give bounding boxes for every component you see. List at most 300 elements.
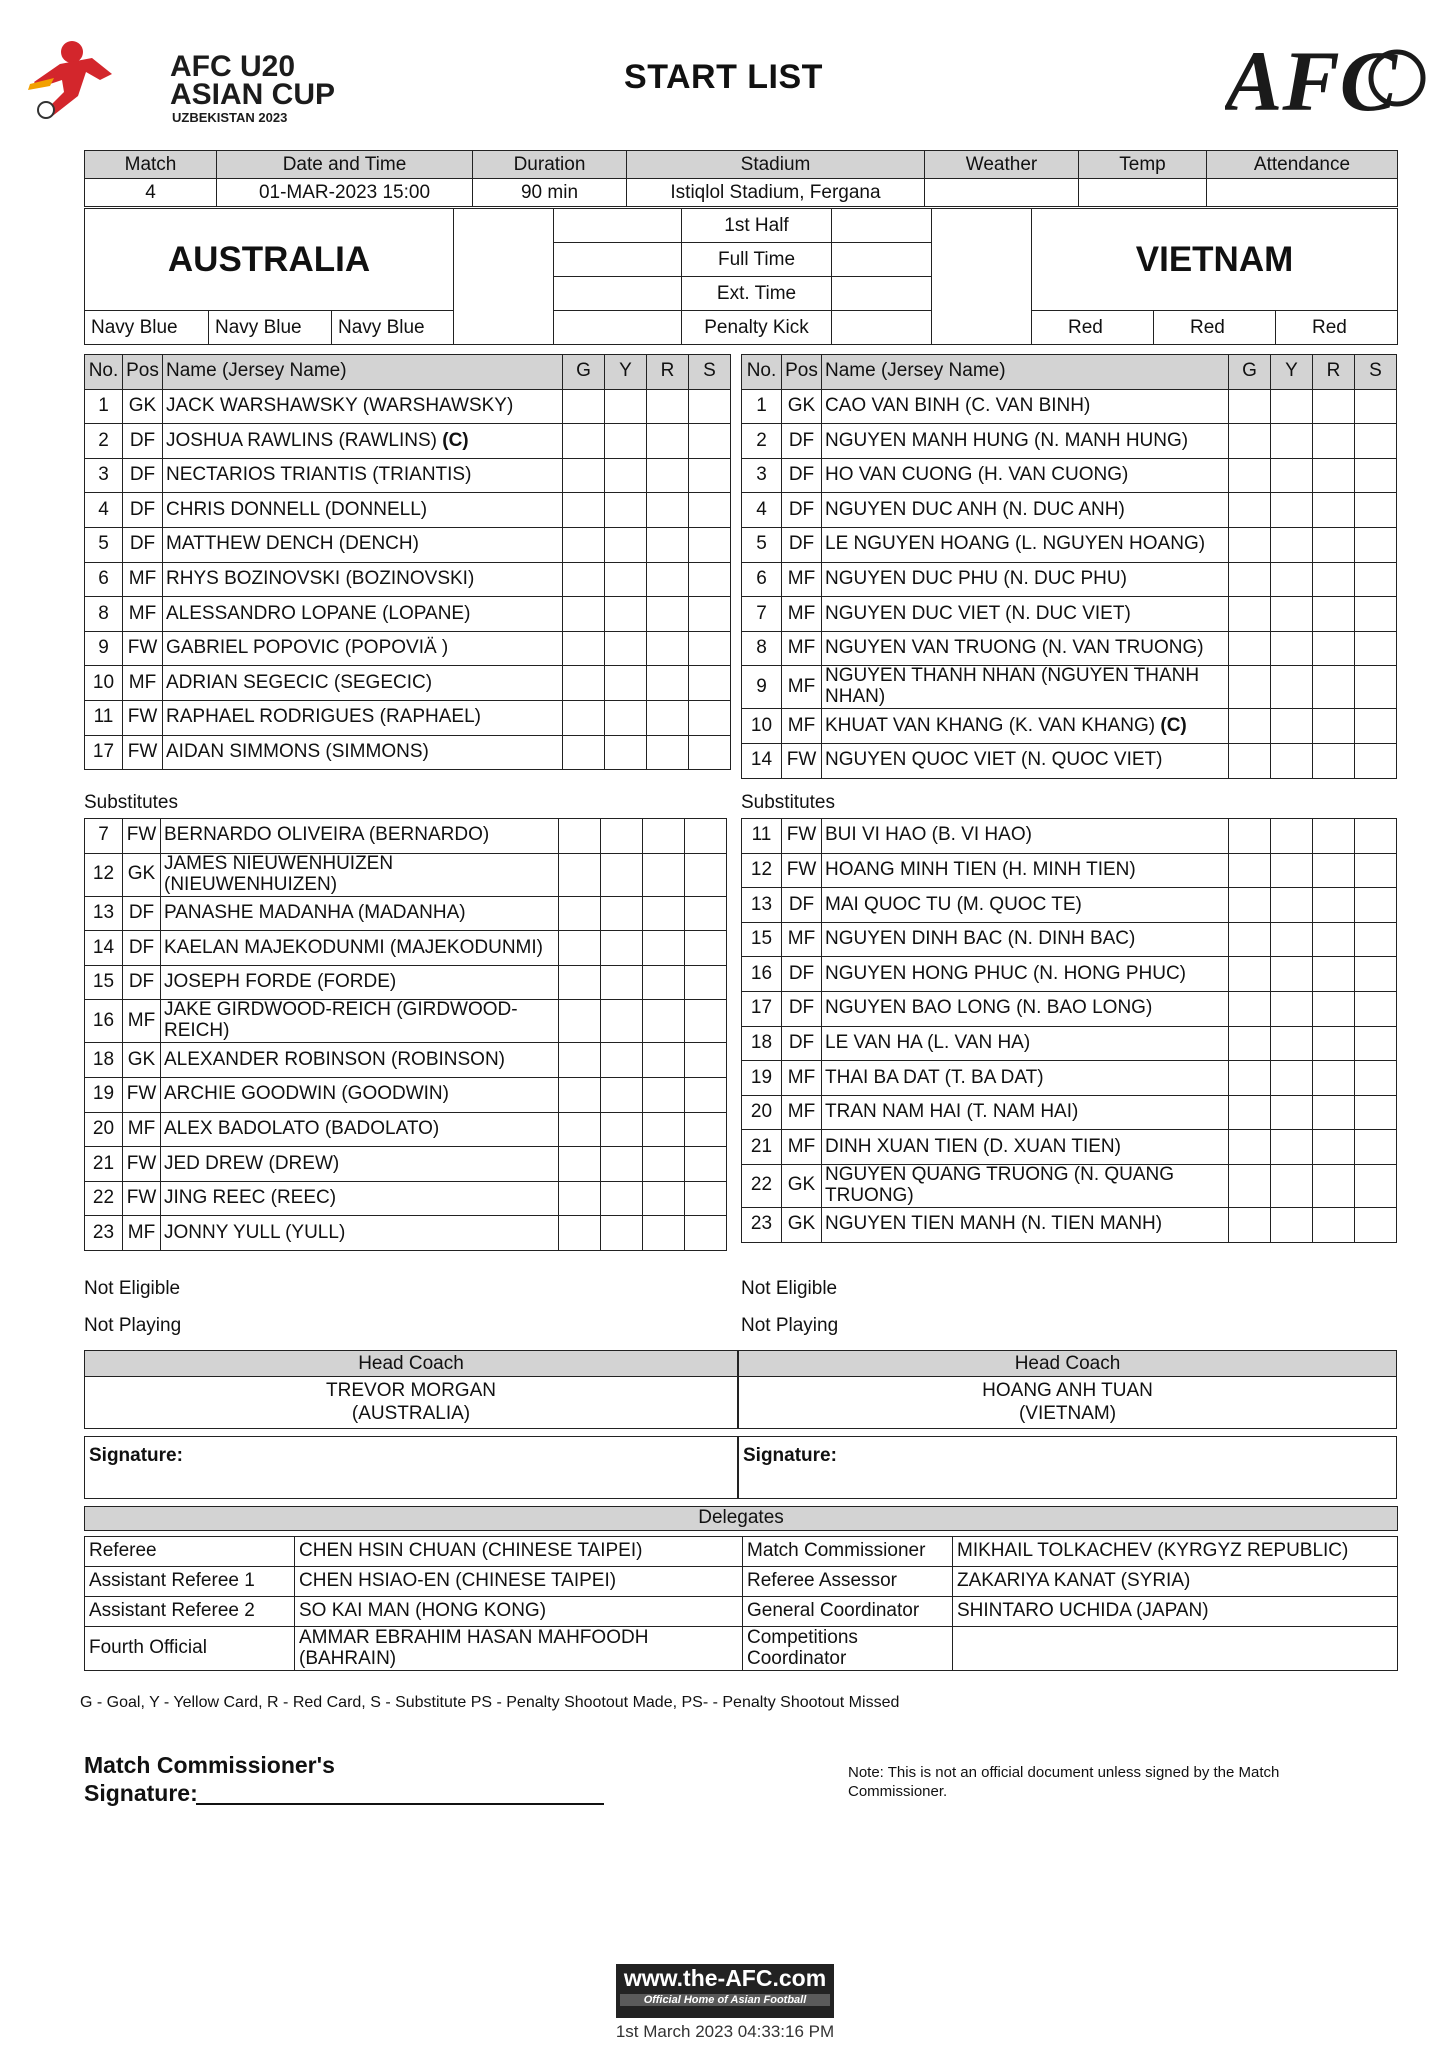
yellow-card-cell	[1271, 1095, 1313, 1130]
player-name	[822, 597, 1229, 632]
player-number: 4	[742, 493, 782, 528]
player-position: GK	[123, 389, 163, 424]
delegate-name	[953, 1627, 1398, 1671]
legend-text: G - Goal, Y - Yellow Card, R - Red Card, S - Substitute PS - Penalty Shootout Made, PS- - Penalty Shootout Missed	[80, 1694, 900, 1711]
goal-cell	[563, 458, 605, 493]
player-position: MF	[123, 666, 163, 701]
player-number: 22	[85, 1181, 123, 1216]
goal-cell	[563, 597, 605, 632]
player-name	[161, 1077, 559, 1112]
player-position: DF	[123, 424, 163, 459]
goal-cell	[559, 1181, 601, 1216]
table-row	[742, 458, 1397, 493]
yellow-card-cell	[601, 1000, 643, 1043]
goal-cell	[1229, 389, 1271, 424]
player-position: MF	[123, 1112, 161, 1147]
player-number: 5	[85, 527, 123, 562]
substitute-cell	[685, 1043, 727, 1078]
yellow-card-cell	[1271, 493, 1313, 528]
player-number: 21	[85, 1147, 123, 1182]
player-name-text: PANASHE MADANHA (MADANHA)	[164, 901, 466, 923]
player-number: 6	[85, 562, 123, 597]
substitute-cell	[685, 819, 727, 854]
goal-cell	[559, 1000, 601, 1043]
table-row	[85, 1181, 727, 1216]
table-row	[742, 493, 1397, 528]
red-card-cell	[643, 896, 685, 931]
home-head-coach-header: Head Coach	[85, 1351, 738, 1377]
player-position: DF	[123, 931, 161, 966]
red-card-cell	[1313, 1061, 1355, 1096]
player-name	[822, 709, 1229, 744]
away-colour-3: Red	[1276, 311, 1398, 345]
player-position: MF	[782, 1130, 822, 1165]
player-name	[822, 991, 1229, 1026]
yellow-card-cell	[605, 493, 647, 528]
red-card-cell	[1313, 957, 1355, 992]
player-number: 13	[85, 896, 123, 931]
red-card-cell	[643, 853, 685, 896]
player-name	[161, 1216, 559, 1251]
yellow-card-cell	[601, 1216, 643, 1251]
table-row	[85, 931, 727, 966]
substitute-cell	[685, 1147, 727, 1182]
player-name	[161, 1112, 559, 1147]
temp-header: Temp	[1079, 151, 1207, 179]
pos-header: Pos	[782, 355, 822, 390]
date-time-value: 01-MAR-2023 15:00	[217, 179, 473, 207]
goal-cell	[559, 1043, 601, 1078]
match-number: 4	[85, 179, 217, 207]
substitute-cell	[1355, 458, 1397, 493]
player-position: MF	[782, 562, 822, 597]
red-card-cell	[1313, 991, 1355, 1026]
red-card-cell	[1313, 743, 1355, 778]
delegate-role: Referee Assessor	[743, 1567, 953, 1597]
table-row	[85, 424, 731, 459]
afc-website-banner[interactable]	[616, 1964, 834, 2018]
period-ext-time: Ext. Time	[682, 277, 832, 311]
table-row	[85, 562, 731, 597]
home-coach-table	[84, 1350, 738, 1429]
no-header: No.	[742, 355, 782, 390]
player-name-text: JING REEC (REEC)	[164, 1187, 337, 1209]
player-name-text: MAI QUOC TU (M. QUOC TE)	[825, 893, 1082, 915]
player-number: 14	[85, 931, 123, 966]
red-card-cell	[647, 597, 689, 632]
player-position: MF	[123, 562, 163, 597]
goal-cell	[1229, 743, 1271, 778]
red-card-cell	[643, 1112, 685, 1147]
player-position: GK	[782, 1164, 822, 1207]
substitute-cell	[689, 458, 731, 493]
player-number: 11	[742, 819, 782, 854]
player-name	[163, 493, 563, 528]
yellow-card-cell	[601, 1147, 643, 1182]
substitute-cell	[1355, 597, 1397, 632]
match-info-value-row	[85, 179, 1398, 207]
substitute-cell	[689, 735, 731, 770]
substitute-cell	[1355, 991, 1397, 1026]
red-card-cell	[647, 666, 689, 701]
logo-line2: ASIAN CUP	[170, 78, 336, 111]
player-name-text: ARCHIE GOODWIN (GOODWIN)	[164, 1083, 449, 1105]
player-number: 18	[85, 1043, 123, 1078]
yellow-header: Y	[1271, 355, 1313, 390]
player-name	[822, 424, 1229, 459]
home-colour-2: Navy Blue	[209, 311, 332, 345]
name-header: Name (Jersey Name)	[163, 355, 563, 390]
table-row	[742, 743, 1397, 778]
away-signature-label: Signature:	[743, 1445, 837, 1466]
table-row	[742, 888, 1397, 923]
captain-badge: (C)	[442, 429, 469, 451]
red-card-cell	[1313, 922, 1355, 957]
yellow-card-cell	[1271, 991, 1313, 1026]
home-not-playing-label: Not Playing	[84, 1315, 182, 1336]
player-number: 6	[742, 562, 782, 597]
player-number: 9	[85, 631, 123, 666]
player-name	[822, 389, 1229, 424]
player-name	[161, 931, 559, 966]
substitute-cell	[685, 853, 727, 896]
player-number: 5	[742, 527, 782, 562]
mc-signature-line1: Match Commissioner's	[84, 1752, 335, 1778]
home-team-name: AUSTRALIA	[85, 209, 454, 311]
goal-cell	[1229, 1061, 1271, 1096]
date-time-header: Date and Time	[217, 151, 473, 179]
yellow-card-cell	[605, 389, 647, 424]
red-card-cell	[647, 700, 689, 735]
goal-cell	[1229, 631, 1271, 666]
footer-tagline: Official Home of Asian Football	[620, 1994, 830, 2006]
player-number: 20	[85, 1112, 123, 1147]
player-number: 14	[742, 743, 782, 778]
substitute-cell	[1355, 1095, 1397, 1130]
page-title: START LIST	[624, 58, 823, 96]
pos-header: Pos	[123, 355, 163, 390]
player-position: DF	[782, 888, 822, 923]
player-position: DF	[782, 458, 822, 493]
player-name	[161, 819, 559, 854]
substitute-cell	[1355, 743, 1397, 778]
red-card-cell	[1313, 1207, 1355, 1242]
player-position: MF	[782, 631, 822, 666]
away-team-name: VIETNAM	[1032, 209, 1398, 311]
away-colour-1: Red	[1032, 311, 1154, 345]
player-name-text: LE VAN HA (L. VAN HA)	[825, 1031, 1031, 1053]
player-name	[822, 1130, 1229, 1165]
substitute-cell	[1355, 709, 1397, 744]
goal-cell	[1229, 957, 1271, 992]
footer-url: www.the-AFC.com	[623, 1965, 827, 1991]
red-card-cell	[643, 819, 685, 854]
red-card-cell	[643, 1147, 685, 1182]
substitute-cell	[1355, 527, 1397, 562]
player-name	[822, 1026, 1229, 1061]
player-number: 8	[85, 597, 123, 632]
yellow-card-cell	[601, 965, 643, 1000]
yellow-card-cell	[1271, 743, 1313, 778]
player-position: DF	[782, 957, 822, 992]
player-position: DF	[123, 896, 161, 931]
away-signature-box[interactable]	[738, 1436, 1397, 1499]
player-number: 7	[85, 819, 123, 854]
away-not-eligible-label: Not Eligible	[741, 1278, 838, 1299]
yellow-card-cell	[601, 1077, 643, 1112]
player-name	[161, 965, 559, 1000]
yellow-card-cell	[1271, 1130, 1313, 1165]
player-name-text: TRAN NAM HAI (T. NAM HAI)	[825, 1101, 1079, 1123]
yellow-card-cell	[1271, 1061, 1313, 1096]
player-number: 19	[85, 1077, 123, 1112]
yellow-card-cell	[1271, 424, 1313, 459]
player-name	[161, 1147, 559, 1182]
substitute-cell	[1355, 389, 1397, 424]
player-position: GK	[123, 1043, 161, 1078]
player-name-text: RAPHAEL RODRIGUES (RAPHAEL)	[166, 706, 481, 728]
goal-cell	[559, 965, 601, 1000]
red-card-cell	[643, 1216, 685, 1251]
substitute-cell	[689, 597, 731, 632]
table-row	[85, 493, 731, 528]
substitute-cell	[1355, 853, 1397, 888]
away-full-time-score	[832, 243, 932, 277]
red-card-cell	[1313, 666, 1355, 709]
table-row	[742, 1095, 1397, 1130]
table-row	[85, 853, 727, 896]
substitute-cell	[1355, 1026, 1397, 1061]
red-card-cell	[643, 1043, 685, 1078]
home-starters-table	[84, 354, 731, 770]
player-name-text: NGUYEN MANH HUNG (N. MANH HUNG)	[825, 429, 1189, 451]
table-row	[742, 819, 1397, 854]
mc-signature-line[interactable]	[196, 1803, 604, 1805]
player-name-text: CAO VAN BINH (C. VAN BINH)	[825, 394, 1091, 416]
red-card-cell	[1313, 1095, 1355, 1130]
red-card-cell	[1313, 1130, 1355, 1165]
player-number: 17	[85, 735, 123, 770]
substitute-cell	[1355, 562, 1397, 597]
red-card-cell	[643, 1181, 685, 1216]
substitute-cell	[685, 1000, 727, 1043]
substitute-cell	[1355, 819, 1397, 854]
official-note: Note: This is not an official document unless signed by the Match Commissioner.	[848, 1764, 1280, 1800]
player-position: DF	[782, 1026, 822, 1061]
player-name	[822, 743, 1229, 778]
away-not-playing-label: Not Playing	[741, 1315, 839, 1336]
substitute-cell	[1355, 1130, 1397, 1165]
table-row	[742, 1026, 1397, 1061]
player-number: 2	[85, 424, 123, 459]
red-card-cell	[643, 1000, 685, 1043]
player-name-text: NGUYEN THANH NHAN (NGUYEN THANH NHAN)	[825, 665, 1200, 708]
name-header: Name (Jersey Name)	[822, 355, 1229, 390]
table-row	[85, 819, 727, 854]
yellow-card-cell	[1271, 527, 1313, 562]
red-card-cell	[647, 389, 689, 424]
captain-badge: (C)	[1160, 714, 1187, 736]
delegate-name: SHINTARO UCHIDA (JAPAN)	[953, 1597, 1398, 1627]
red-card-cell	[643, 1077, 685, 1112]
away-head-coach-header: Head Coach	[739, 1351, 1397, 1377]
yellow-card-cell	[1271, 1207, 1313, 1242]
player-position: FW	[123, 700, 163, 735]
attendance-value	[1207, 179, 1398, 207]
player-name-text: CHRIS DONNELL (DONNELL)	[166, 498, 428, 520]
yellow-card-cell	[1271, 853, 1313, 888]
yellow-card-cell	[601, 1112, 643, 1147]
red-card-cell	[647, 631, 689, 666]
yellow-card-cell	[1271, 922, 1313, 957]
red-card-cell	[643, 965, 685, 1000]
yellow-card-cell	[1271, 1164, 1313, 1207]
goal-cell	[1229, 888, 1271, 923]
table-row	[742, 562, 1397, 597]
player-number: 15	[742, 922, 782, 957]
player-position: MF	[782, 709, 822, 744]
substitute-cell	[1355, 493, 1397, 528]
goal-cell	[559, 931, 601, 966]
yellow-card-cell	[605, 458, 647, 493]
player-number: 13	[742, 888, 782, 923]
player-name-text: ADRIAN SEGECIC (SEGECIC)	[166, 671, 433, 693]
player-name-text: JAKE GIRDWOOD-REICH (GIRDWOOD-REICH)	[164, 999, 518, 1042]
red-card-cell	[1313, 853, 1355, 888]
player-number: 3	[742, 458, 782, 493]
table-row	[742, 1130, 1397, 1165]
player-number: 17	[742, 991, 782, 1026]
player-name	[161, 896, 559, 931]
red-header: R	[1313, 355, 1355, 390]
goal-cell	[563, 700, 605, 735]
player-number: 9	[742, 666, 782, 709]
home-score-blank	[454, 209, 554, 345]
yellow-card-cell	[1271, 709, 1313, 744]
away-coach-name: HOANG ANH TUAN	[982, 1379, 1153, 1401]
substitute-cell	[685, 1112, 727, 1147]
red-card-cell	[1313, 562, 1355, 597]
no-header: No.	[85, 355, 123, 390]
player-position: FW	[123, 1147, 161, 1182]
goal-cell	[559, 1147, 601, 1182]
substitute-cell	[689, 562, 731, 597]
delegate-row	[85, 1597, 1398, 1627]
player-name-text: GABRIEL POPOVIC (POPOVIÄ )	[166, 637, 449, 659]
goal-cell	[559, 853, 601, 896]
home-penalty-score	[554, 311, 682, 345]
player-name-text: NGUYEN BAO LONG (N. BAO LONG)	[825, 997, 1153, 1019]
delegates-table	[84, 1506, 1398, 1671]
yellow-card-cell	[605, 666, 647, 701]
table-row	[85, 1147, 727, 1182]
footer-timestamp: 1st March 2023 04:33:16 PM	[615, 2022, 835, 2041]
goal-cell	[1229, 1130, 1271, 1165]
delegate-role: Match Commissioner	[743, 1537, 953, 1567]
home-substitutes-table	[84, 818, 727, 1251]
stadium-header: Stadium	[627, 151, 925, 179]
player-name	[822, 957, 1229, 992]
player-position: MF	[123, 597, 163, 632]
table-row	[85, 1077, 727, 1112]
delegate-name: CHEN HSIAO-EN (CHINESE TAIPEI)	[295, 1567, 743, 1597]
player-name	[822, 853, 1229, 888]
player-position: FW	[123, 819, 161, 854]
afc-logo	[1225, 40, 1430, 118]
red-card-cell	[647, 562, 689, 597]
player-name-text: NGUYEN VAN TRUONG (N. VAN TRUONG)	[825, 637, 1204, 659]
yellow-card-cell	[1271, 819, 1313, 854]
delegate-role: Fourth Official	[85, 1627, 295, 1671]
substitute-cell	[689, 424, 731, 459]
table-row	[85, 1112, 727, 1147]
mc-signature-line2: Signature:	[84, 1779, 198, 1806]
player-position: FW	[782, 819, 822, 854]
player-name-text: MATTHEW DENCH (DENCH)	[166, 533, 419, 555]
table-row	[85, 1000, 727, 1043]
player-number: 1	[85, 389, 123, 424]
yellow-card-cell	[1271, 458, 1313, 493]
player-position: FW	[782, 743, 822, 778]
substitute-cell	[1355, 666, 1397, 709]
temp-value	[1079, 179, 1207, 207]
match-commissioner-signature	[84, 1752, 335, 1807]
substitute-cell	[1355, 631, 1397, 666]
player-name	[163, 631, 563, 666]
player-name-text: ALEX BADOLATO (BADOLATO)	[164, 1117, 440, 1139]
player-name	[163, 700, 563, 735]
red-card-cell	[1313, 389, 1355, 424]
player-number: 21	[742, 1130, 782, 1165]
table-row	[85, 666, 731, 701]
player-number: 11	[85, 700, 123, 735]
player-position: MF	[782, 1095, 822, 1130]
player-name	[163, 527, 563, 562]
yellow-card-cell	[1271, 389, 1313, 424]
substitute-cell	[685, 1077, 727, 1112]
home-signature-box[interactable]	[84, 1436, 738, 1499]
table-row	[742, 631, 1397, 666]
player-name	[822, 458, 1229, 493]
player-name	[163, 458, 563, 493]
yellow-card-cell	[605, 527, 647, 562]
away-substitutes-table	[741, 818, 1397, 1243]
home-full-time-score	[554, 243, 682, 277]
delegate-row	[85, 1567, 1398, 1597]
yellow-header: Y	[605, 355, 647, 390]
substitute-cell	[685, 1181, 727, 1216]
delegate-role: Referee	[85, 1537, 295, 1567]
attendance-header: Attendance	[1207, 151, 1398, 179]
goal-cell	[1229, 1026, 1271, 1061]
player-name	[163, 562, 563, 597]
goal-cell	[1229, 991, 1271, 1026]
player-name-text: ALESSANDRO LOPANE (LOPANE)	[166, 602, 471, 624]
player-number: 4	[85, 493, 123, 528]
yellow-card-cell	[1271, 597, 1313, 632]
player-position: MF	[123, 1000, 161, 1043]
yellow-card-cell	[1271, 631, 1313, 666]
player-position: FW	[123, 1181, 161, 1216]
player-position: DF	[123, 965, 161, 1000]
yellow-card-cell	[605, 424, 647, 459]
table-row	[85, 965, 727, 1000]
substitute-cell	[685, 931, 727, 966]
red-card-cell	[1313, 1164, 1355, 1207]
player-name-text: KAELAN MAJEKODUNMI (MAJEKODUNMI)	[164, 936, 543, 958]
substitute-cell	[1355, 1164, 1397, 1207]
period-penalty-kick: Penalty Kick	[682, 311, 832, 345]
